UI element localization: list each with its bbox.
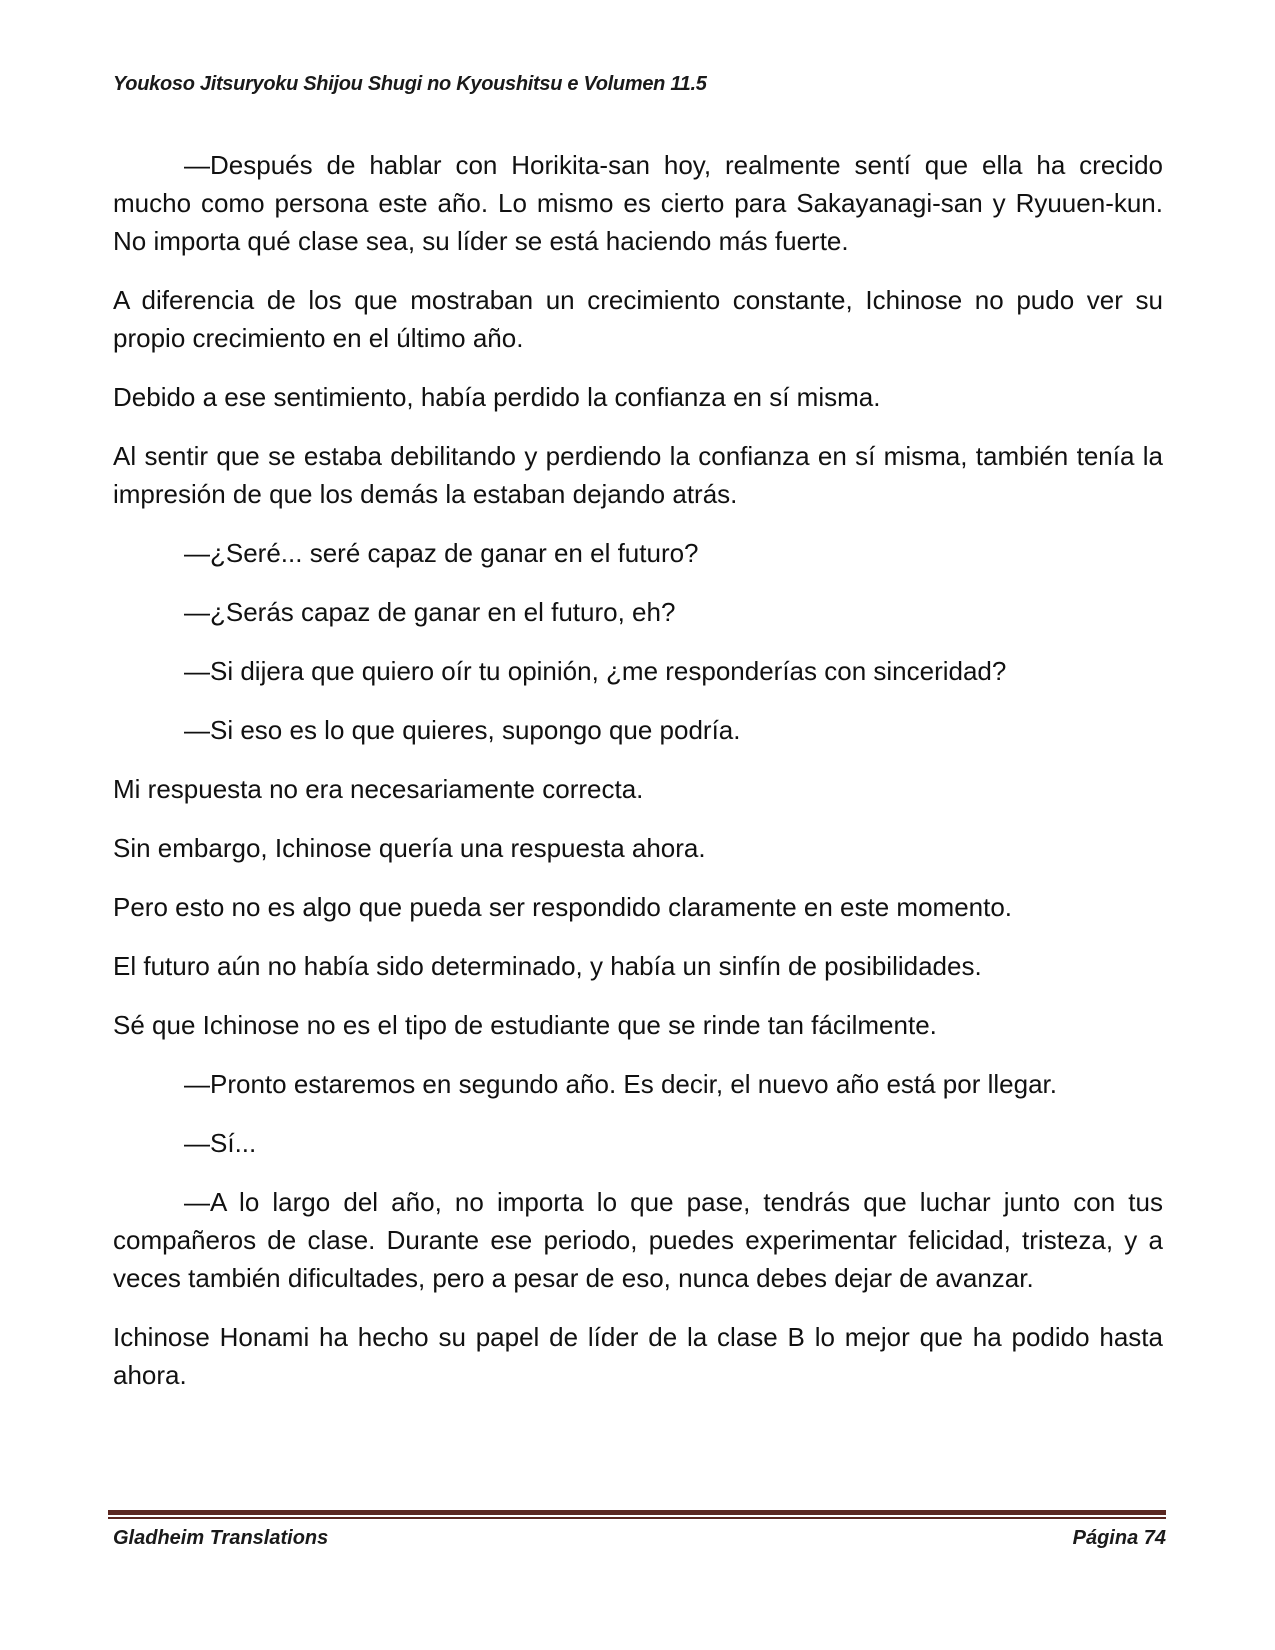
paragraph: Mi respuesta no era necesariamente correcta.	[113, 774, 644, 804]
paragraph: Ichinose Honami ha hecho su papel de líder de la clase B lo mejor que ha podido hasta ahora.	[113, 1322, 1163, 1390]
footer-credit: Gladheim Translations	[113, 1527, 329, 1549]
paragraph: Al sentir que se estaba debilitando y perdiendo la confianza en sí misma, también tenía la impresión de que los demás la estaban dejando atrás.	[113, 441, 1163, 509]
paragraph: —Sí...	[184, 1128, 257, 1158]
paragraph: Sin embargo, Ichinose quería una respuesta ahora.	[113, 833, 706, 863]
paragraph: —Después de hablar con Horikita-san hoy, realmente sentí que ella ha crecido mucho como persona este año. Lo mismo es cierto para Sakayanagi-san y Ryuuen-kun. No importa qué clase sea, su líder se está haciendo más fuerte.	[113, 150, 1163, 256]
paragraph: Sé que Ichinose no es el tipo de estudiante que se rinde tan fácilmente.	[113, 1010, 937, 1040]
paragraph: El futuro aún no había sido determinado, y había un sinfín de posibilidades.	[113, 951, 982, 981]
paragraph: —Si eso es lo que quieres, supongo que podría.	[184, 715, 741, 745]
paragraph: —¿Seré... seré capaz de ganar en el futuro?	[184, 538, 699, 568]
paragraph: —Si dijera que quiero oír tu opinión, ¿me responderías con sinceridad?	[184, 656, 1007, 686]
paragraph: —¿Serás capaz de ganar en el futuro, eh?	[184, 597, 676, 627]
paragraph: Debido a ese sentimiento, había perdido la confianza en sí misma.	[113, 382, 881, 412]
paragraph: —Pronto estaremos en segundo año. Es decir, el nuevo año está por llegar.	[184, 1069, 1057, 1099]
running-header: Youkoso Jitsuryoku Shijou Shugi no Kyoushitsu e Volumen 11.5	[113, 73, 707, 95]
paragraph: —A lo largo del año, no importa lo que pase, tendrás que luchar junto con tus compañeros de clase. Durante ese periodo, puedes experimentar felicidad, tristeza, y a veces también dificultades, pero a pesar de eso, nunca debes dejar de avanzar.	[113, 1187, 1163, 1293]
footer-rule-thick	[108, 1510, 1166, 1515]
page-number: Página 74	[1072, 1527, 1166, 1549]
paragraph: Pero esto no es algo que pueda ser respondido claramente en este momento.	[113, 892, 1013, 922]
footer-rule-thin	[108, 1517, 1166, 1519]
page-body	[113, 146, 1163, 1415]
paragraph: A diferencia de los que mostraban un crecimiento constante, Ichinose no pudo ver su propio crecimiento en el último año.	[113, 285, 1163, 353]
